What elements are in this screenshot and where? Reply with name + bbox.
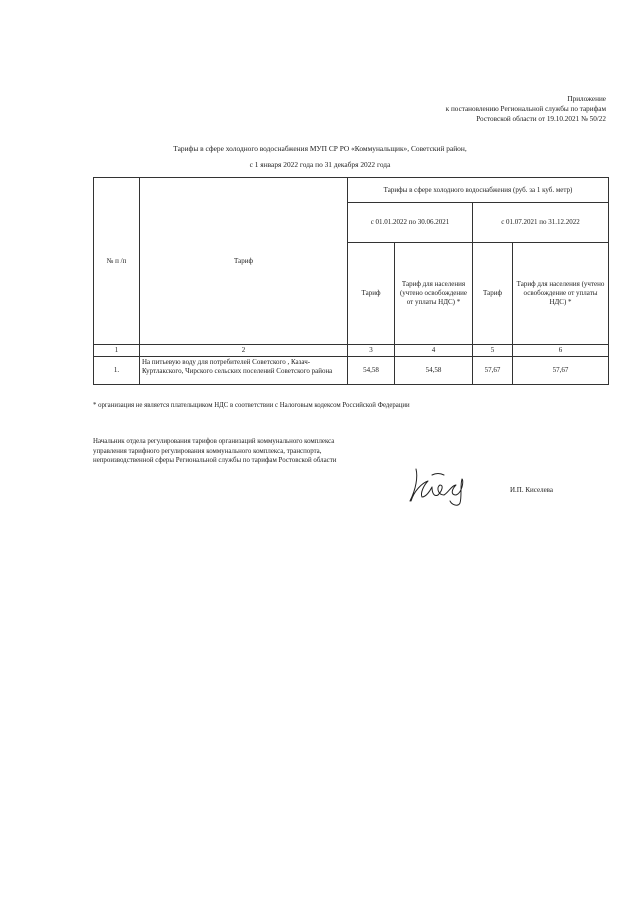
header-group: Тарифы в сфере холодного водоснабжения (руб. за 1 куб. метр) [348,178,609,203]
table-row [94,357,609,385]
header-period-2: с 01.07.2021 по 31.12.2022 [473,203,609,243]
document-title: Тарифы в сфере холодного водоснабжения МУП СР РО «Коммунальщик», Советский район, [173,144,467,153]
appendix-header [446,94,606,124]
tariff-table [93,177,609,385]
header-population-2: Тариф для населения (учтено освобождение от уплаты НДС) * [513,243,609,345]
document-period: с 1 января 2022 года по 31 декабря 2022 года [249,160,391,169]
appendix-label: Приложение [567,95,606,103]
column-number: 5 [473,345,513,357]
column-number: 4 [395,345,473,357]
column-number: 6 [513,345,609,357]
row-tariff-1: 54,58 [348,357,395,385]
signatory-name: И.П. Киселева [510,486,553,494]
header-tariff: Тариф [140,178,348,345]
appendix-date: Ростовской области от 19.10.2021 № 50/22 [476,115,606,123]
header-tariff-2: Тариф [473,243,513,345]
header-tariff-1: Тариф [348,243,395,345]
handwritten-signature [402,463,480,509]
column-number: 2 [140,345,348,357]
footnote: * организация не является плательщиком НДС в соответствии с Налоговым кодексом Российской Федерации [93,402,410,409]
appendix-reference: к постановлению Региональной службы по тарифам [445,105,606,113]
header-period-1: с 01.01.2022 по 30.06.2021 [348,203,473,243]
column-number: 3 [348,345,395,357]
row-description: На питьевую воду для потребителей Советского , Казач-Куртлакского, Чирского сельских поселений Советского района [140,357,348,385]
row-tariff-2: 57,67 [473,357,513,385]
row-population-1: 54,58 [395,357,473,385]
signatory-position: Начальник отдела регулирования тарифов организаций коммунального комплекса управления тарифного регулирования коммунального комплекса, транспорта, непроизводственной сферы Региональной службы по тарифам Ростовской области [93,438,337,464]
row-number: 1. [94,357,140,385]
row-population-2: 57,67 [513,357,609,385]
header-number: № п /п [94,178,140,345]
header-population-1: Тариф для населения (учтено освобождение от уплаты НДС) * [395,243,473,345]
column-number: 1 [94,345,140,357]
